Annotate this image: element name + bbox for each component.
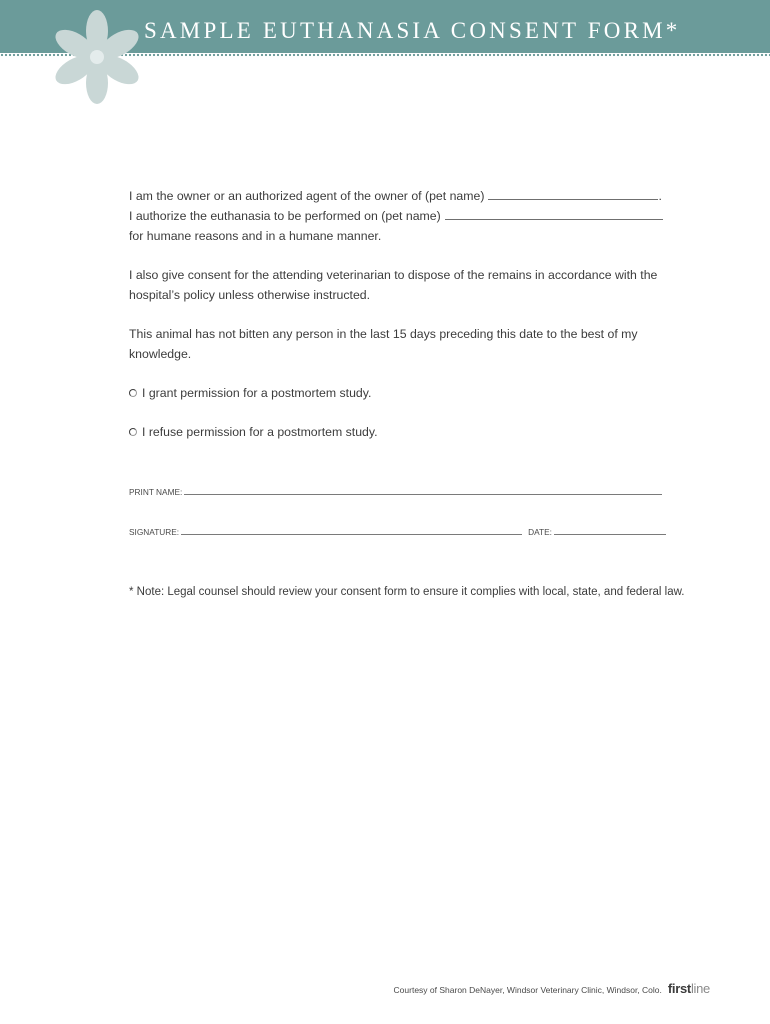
bite-statement-paragraph: This animal has not bitten any person in the last 15 days preceding this date to the best of my knowledge. bbox=[129, 327, 638, 361]
signature-label: SIGNATURE: bbox=[129, 527, 180, 537]
logo-first-text: first bbox=[667, 981, 691, 996]
date-field[interactable] bbox=[554, 533, 666, 535]
footer bbox=[394, 981, 710, 996]
print-name-row bbox=[129, 487, 662, 497]
date-label: DATE: bbox=[528, 527, 552, 537]
print-name-field[interactable] bbox=[184, 493, 662, 495]
disposal-consent-paragraph: I also give consent for the attending veterinarian to dispose of the remains in accordance with the hospital’s policy unless otherwise instructed. bbox=[129, 268, 658, 302]
authorize-statement-text: I authorize the euthanasia to be performed on (pet name) bbox=[129, 209, 441, 223]
refuse-postmortem-label: I refuse permission for a postmortem study. bbox=[142, 425, 378, 439]
owner-statement bbox=[129, 186, 669, 206]
signature-row bbox=[129, 527, 666, 537]
owner-statement-period: . bbox=[658, 189, 662, 203]
pet-name-field-2[interactable] bbox=[445, 218, 663, 220]
signature-field[interactable] bbox=[181, 533, 522, 535]
footer-credit: Courtesy of Sharon DeNayer, Windsor Veterinary Clinic, Windsor, Colo. bbox=[393, 985, 662, 995]
logo-line-text: line bbox=[690, 981, 710, 996]
flower-icon bbox=[55, 10, 139, 104]
form-title: SAMPLE EUTHANASIA CONSENT FORM* bbox=[144, 18, 681, 43]
firstline-logo bbox=[668, 981, 710, 996]
refuse-postmortem-option[interactable] bbox=[129, 422, 669, 442]
grant-postmortem-label: I grant permission for a postmortem study. bbox=[142, 386, 372, 400]
authorize-statement bbox=[129, 206, 669, 226]
pet-name-field-1[interactable] bbox=[488, 198, 658, 200]
owner-statement-text: I am the owner or an authorized agent of the owner of (pet name) bbox=[129, 189, 485, 203]
print-name-label: PRINT NAME: bbox=[129, 487, 183, 497]
radio-circle-icon[interactable] bbox=[129, 428, 137, 436]
grant-postmortem-option[interactable] bbox=[129, 383, 669, 403]
legal-note: * Note: Legal counsel should review your consent form to ensure it complies with local, state, and federal law. bbox=[129, 586, 685, 598]
radio-circle-icon[interactable] bbox=[129, 389, 137, 397]
humane-statement: for humane reasons and in a humane manner. bbox=[129, 229, 382, 243]
form-body bbox=[129, 186, 669, 442]
